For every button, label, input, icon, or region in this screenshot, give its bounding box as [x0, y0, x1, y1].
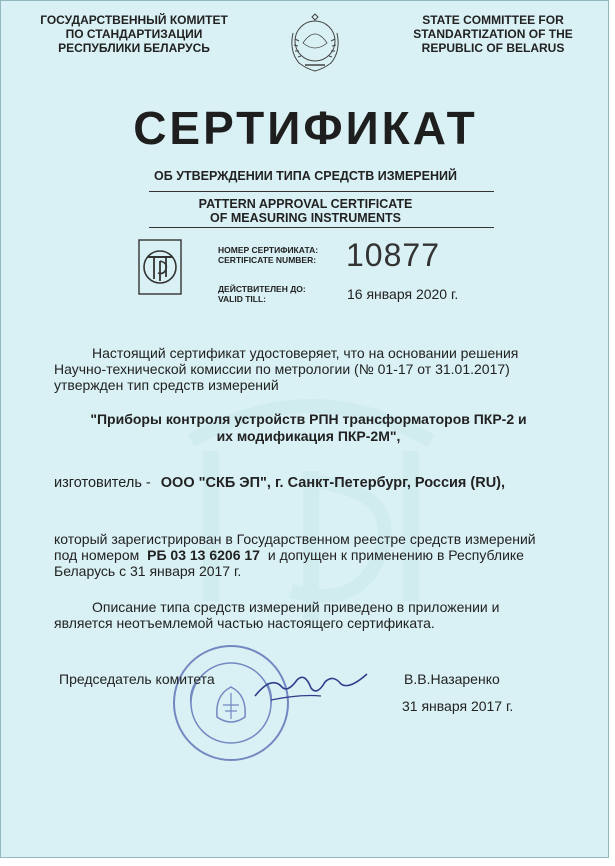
registry-prefix: под номером — [54, 547, 140, 563]
registry-paragraph — [54, 531, 584, 579]
registry-number: РБ 03 13 6206 17 — [147, 547, 260, 563]
intro-line: утвержден тип средств измерений — [54, 377, 279, 393]
valid-till-label — [218, 284, 306, 304]
certificate-title: СЕРТИФИКАТ — [133, 102, 478, 154]
label-en: CERTIFICATE NUMBER: — [218, 255, 317, 265]
header-right — [393, 13, 593, 55]
header-right-line: REPUBLIC OF BELARUS — [421, 41, 565, 55]
signature-date: 31 января 2017 г. — [402, 698, 514, 714]
header-left — [29, 13, 239, 55]
belarus-emblem-icon — [285, 13, 345, 75]
description-line: является неотъемлемой частью настоящего сертификата. — [54, 615, 435, 631]
description-line: Описание типа средств измерений приведено в приложении и — [92, 599, 500, 615]
registry-suffix: и допущен к применению в Республике — [267, 547, 524, 563]
signature-icon — [251, 666, 371, 706]
manufacturer-line — [54, 475, 574, 491]
intro-line: Научно-технической комиссии по метрологии (№ 01-17 от 31.01.2017) — [54, 361, 510, 377]
product-line: их модификация ПКР-2М", — [216, 428, 401, 444]
header-right-line: STANDARTIZATION OF THE — [413, 27, 573, 41]
intro-paragraph — [54, 345, 574, 393]
divider — [149, 227, 494, 228]
chairman-name: В.В.Назаренко — [404, 671, 500, 687]
intro-line: Настоящий сертификат удостоверяет, что на основании решения — [92, 345, 519, 361]
subtitle-ru: ОБ УТВЕРЖДЕНИИ ТИПА СРЕДСТВ ИЗМЕРЕНИЙ — [154, 169, 457, 183]
chairman-role: Председатель комитета — [59, 671, 215, 687]
certificate-number-label — [218, 245, 318, 265]
certificate-number: 10877 — [346, 237, 440, 273]
header-left-line: РЕСПУБЛИКИ БЕЛАРУСЬ — [58, 41, 210, 55]
divider — [149, 191, 494, 192]
product-name — [61, 411, 556, 445]
manufacturer-label: изготовитель - — [54, 475, 151, 491]
subtitle-en-line: PATTERN APPROVAL CERTIFICATE — [198, 197, 413, 211]
description-paragraph — [54, 599, 574, 631]
manufacturer-name: ООО "СКБ ЭП", г. Санкт-Петербург, Россия (RU), — [160, 475, 506, 491]
header-left-line: ГОСУДАРСТВЕННЫЙ КОМИТЕТ — [40, 13, 228, 27]
subtitle-en — [1, 197, 609, 225]
subtitle-en-line: OF MEASURING INSTRUMENTS — [210, 211, 401, 225]
product-line: "Приборы контроля устройств РПН трансформаторов ПКР-2 и — [90, 411, 527, 427]
certification-logo-icon — [138, 239, 182, 295]
valid-till-date: 16 января 2020 г. — [347, 286, 459, 302]
registry-line — [54, 547, 584, 563]
registry-line: который зарегистрирован в Государственном реестре средств измерений — [54, 531, 536, 547]
header-right-line: STATE COMMITTEE FOR — [422, 13, 564, 27]
label-ru: НОМЕР СЕРТИФИКАТА: — [218, 245, 319, 255]
label-en: VALID TILL: — [218, 294, 266, 304]
header-left-line: ПО СТАНДАРТИЗАЦИИ — [65, 27, 203, 41]
label-ru: ДЕЙСТВИТЕЛЕН ДО: — [218, 284, 306, 294]
registry-line: Беларусь с 31 января 2017 г. — [54, 563, 242, 579]
